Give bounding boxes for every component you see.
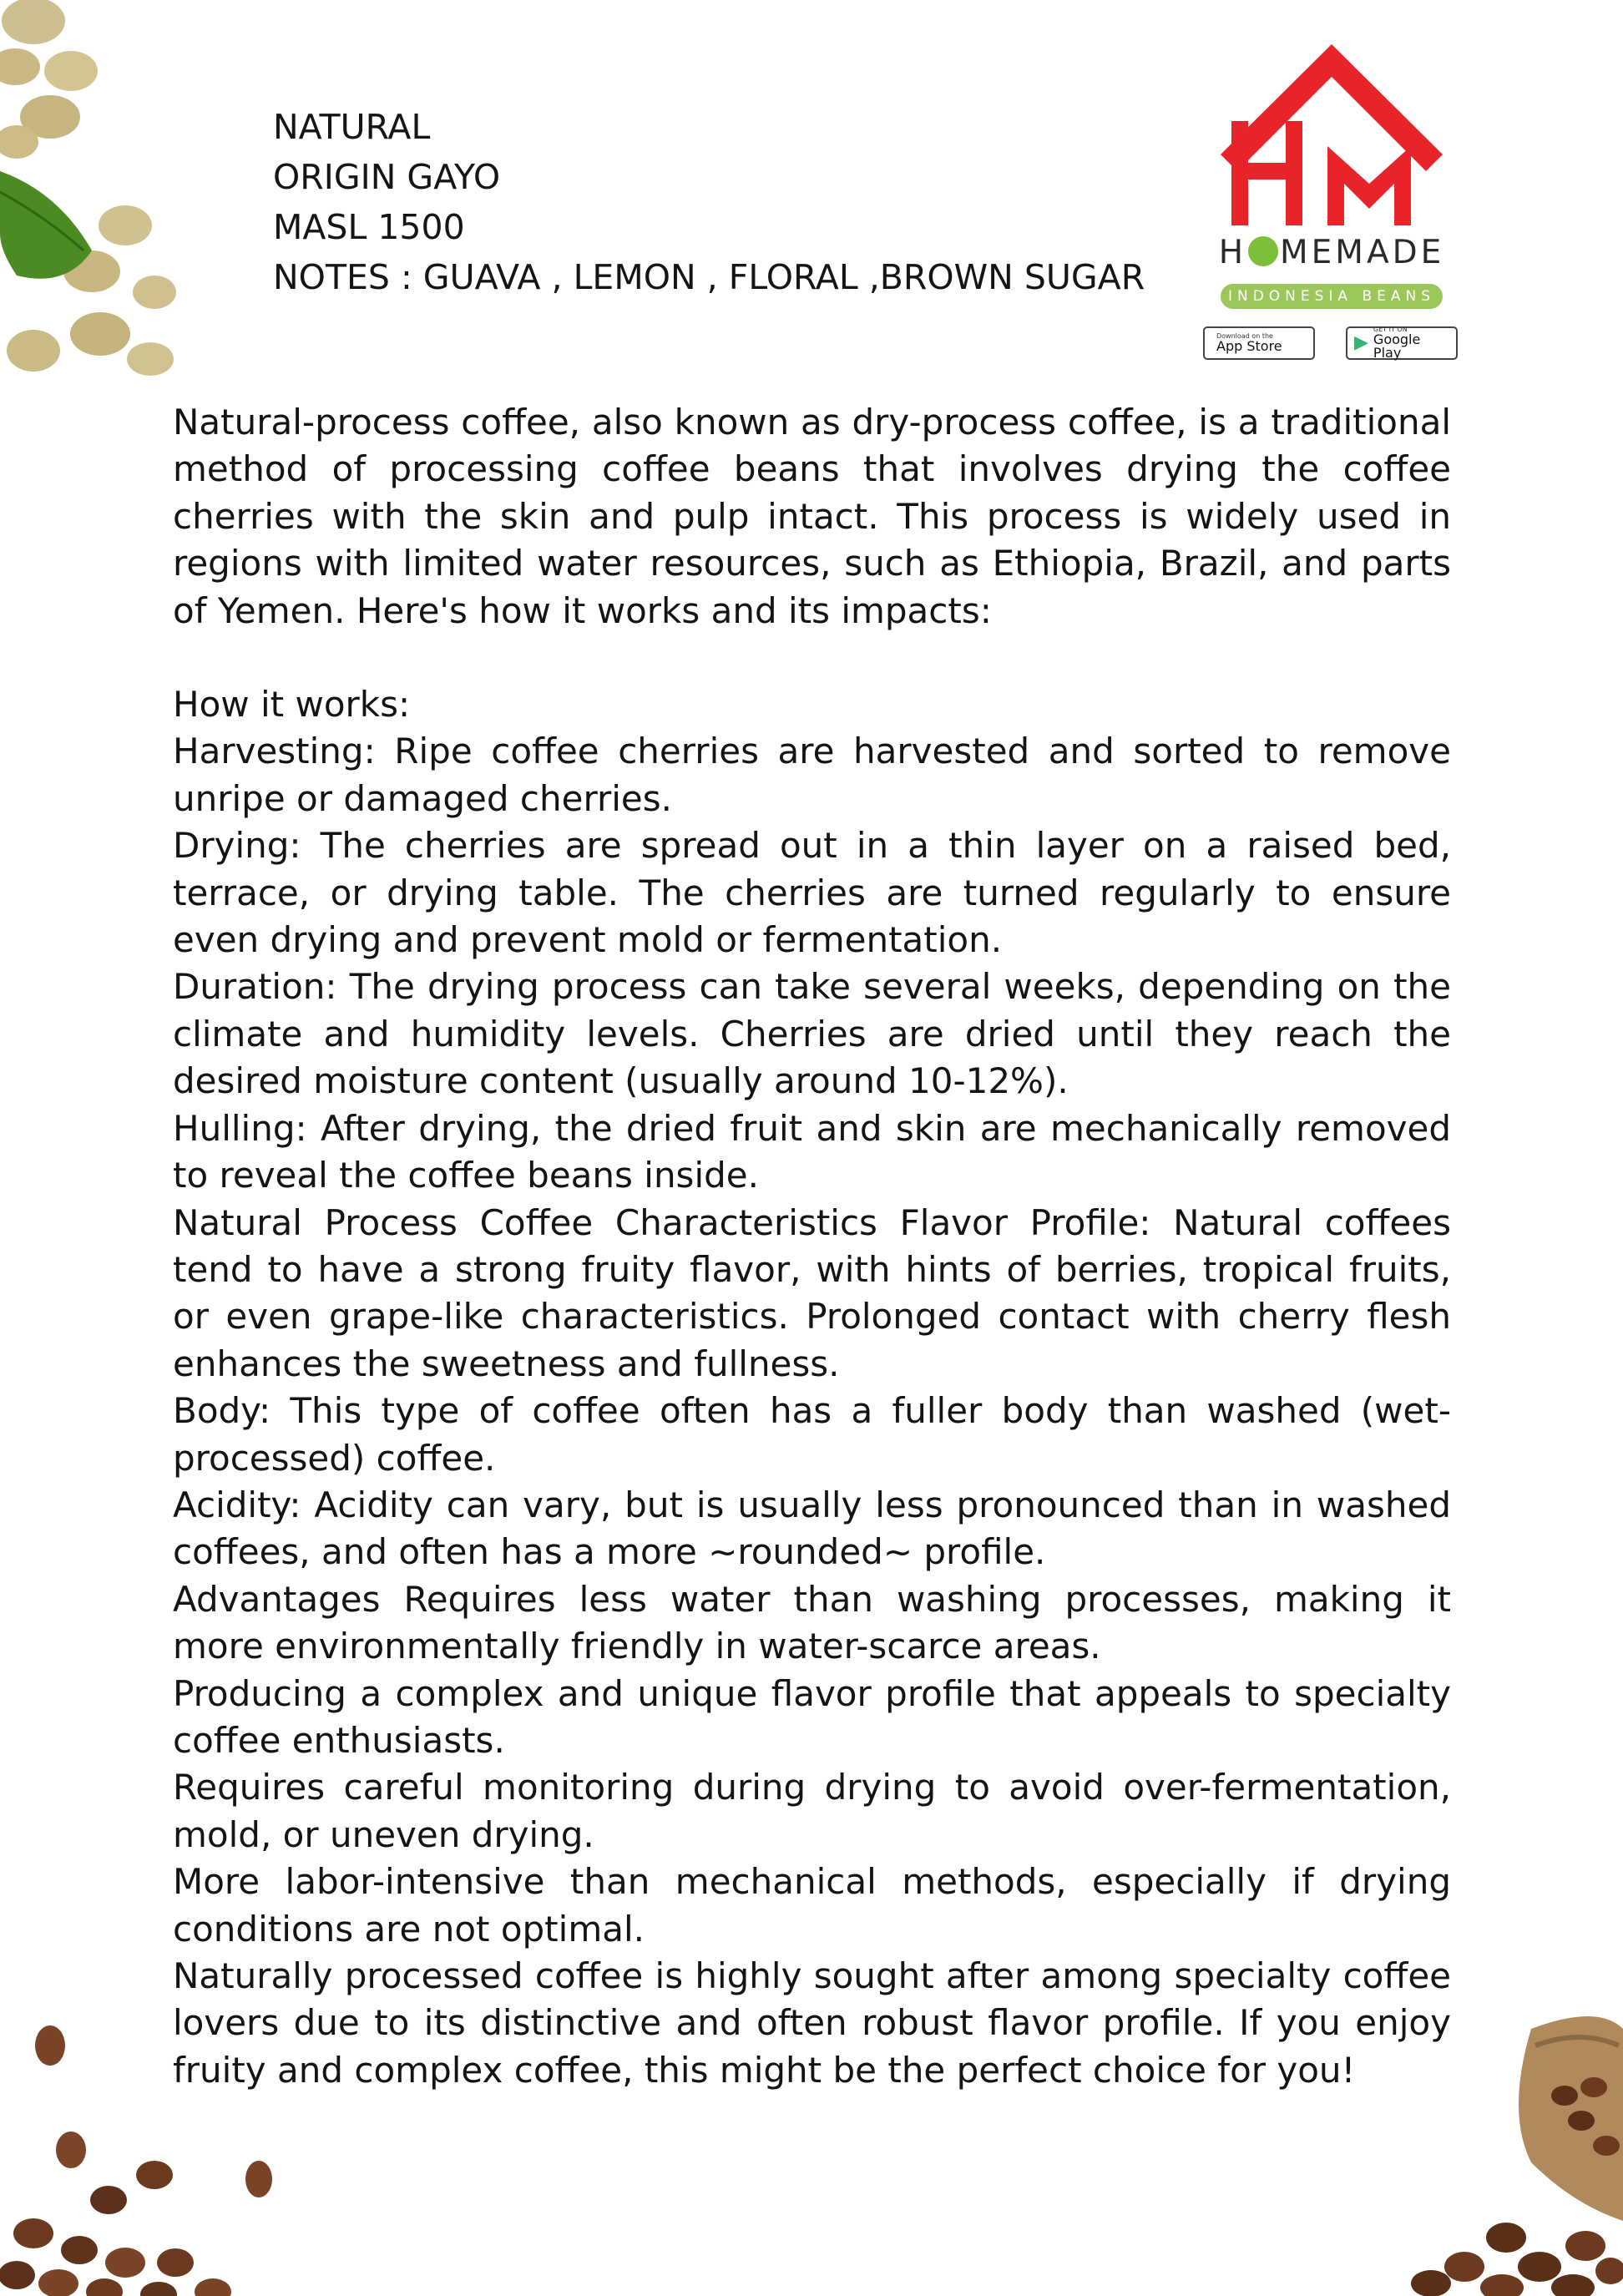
section-heading: How it works: bbox=[173, 684, 411, 726]
drying-paragraph: Drying: The cherries are spread out in a thin layer on a raised bed, terrace, or drying table. The cherries are turned regularly to ensure even drying and prevent mold or fermentation. bbox=[173, 825, 1451, 961]
article-body bbox=[173, 399, 1451, 2094]
hulling-paragraph: Hulling: After drying, the dried fruit and skin are mechanically removed to reveal the coffee beans inside. bbox=[173, 1107, 1451, 1196]
body-paragraph: Body: This type of coffee often has a fuller body than washed (wet-processed) coffee. bbox=[173, 1390, 1451, 1479]
advantages-paragraph: Advantages Requires less water than washing processes, making it more environmentally friendly in water-scarce areas. bbox=[173, 1578, 1451, 1667]
labor-paragraph: More labor-intensive than mechanical methods, especially if drying conditions are not optimal. bbox=[173, 1861, 1451, 1950]
acidity-paragraph: Acidity: Acidity can vary, but is usually less pronounced than in washed coffees, and often has a more ~rounded~ profile. bbox=[173, 1484, 1451, 1573]
brand-name: H MEMADE bbox=[1218, 234, 1445, 271]
intro-paragraph: Natural-process coffee, also known as dry-process coffee, is a traditional method of processing coffee beans that involves drying the coffee cherries with the skin and pulp intact. This process is widely used in regions with limited water resources, such as Ethiopia, Brazil, and parts of Yemen. Here's how it works and its impacts: bbox=[173, 402, 1451, 631]
origin-label: ORIGIN GAYO bbox=[273, 157, 501, 197]
google-play-icon: ▶ bbox=[1354, 332, 1368, 353]
app-store-badge[interactable]: Download on the App Store bbox=[1203, 326, 1315, 360]
paragraph-spacer bbox=[173, 635, 1451, 681]
duration-paragraph: Duration: The drying process can take several weeks, depending on the climate and humidity levels. Cherries are dried until they reach the desired moisture content (usually around 10-12%). bbox=[173, 966, 1451, 1102]
closing-paragraph: Naturally processed coffee is highly sought after among specialty coffee lovers due to its distinctive and often robust flavor profile. If you enjoy fruity and complex coffee, this might be the perfect choice for you! bbox=[173, 1955, 1451, 2091]
complex-flavor-paragraph: Producing a complex and unique flavor profile that appeals to specialty coffee enthusiasts. bbox=[173, 1672, 1451, 1761]
tasting-notes-label: NOTES : GUAVA , LEMON , FLORAL ,BROWN SUGAR bbox=[273, 257, 1145, 297]
brand-tagline: INDONESIA BEANS bbox=[1221, 284, 1443, 309]
coffee-spec-list bbox=[273, 102, 1145, 302]
monitoring-paragraph: Requires careful monitoring during drying to avoid over-fermentation, mold, or uneven drying. bbox=[173, 1767, 1451, 1855]
harvesting-paragraph: Harvesting: Ripe coffee cherries are harvested and sorted to remove unripe or damaged cherries. bbox=[173, 731, 1451, 819]
process-label: NATURAL bbox=[273, 107, 431, 147]
green-coffee-beans-image bbox=[0, 0, 200, 384]
google-play-badge[interactable]: ▶ GET IT ON Google Play bbox=[1346, 326, 1458, 360]
altitude-label: MASL 1500 bbox=[273, 207, 465, 247]
flavor-profile-paragraph: Natural Process Coffee Characteristics Flavor Profile: Natural coffees tend to have a strong fruity flavor, with hints of berries, tropical fruits, or even grape-like characteristics. Prolonged contact with cherry flesh enhances the sweetness and fullness. bbox=[173, 1201, 1451, 1384]
house-monogram-icon bbox=[1202, 38, 1461, 230]
homemade-logo bbox=[1202, 38, 1461, 363]
coffee-bean-icon bbox=[1248, 236, 1278, 266]
